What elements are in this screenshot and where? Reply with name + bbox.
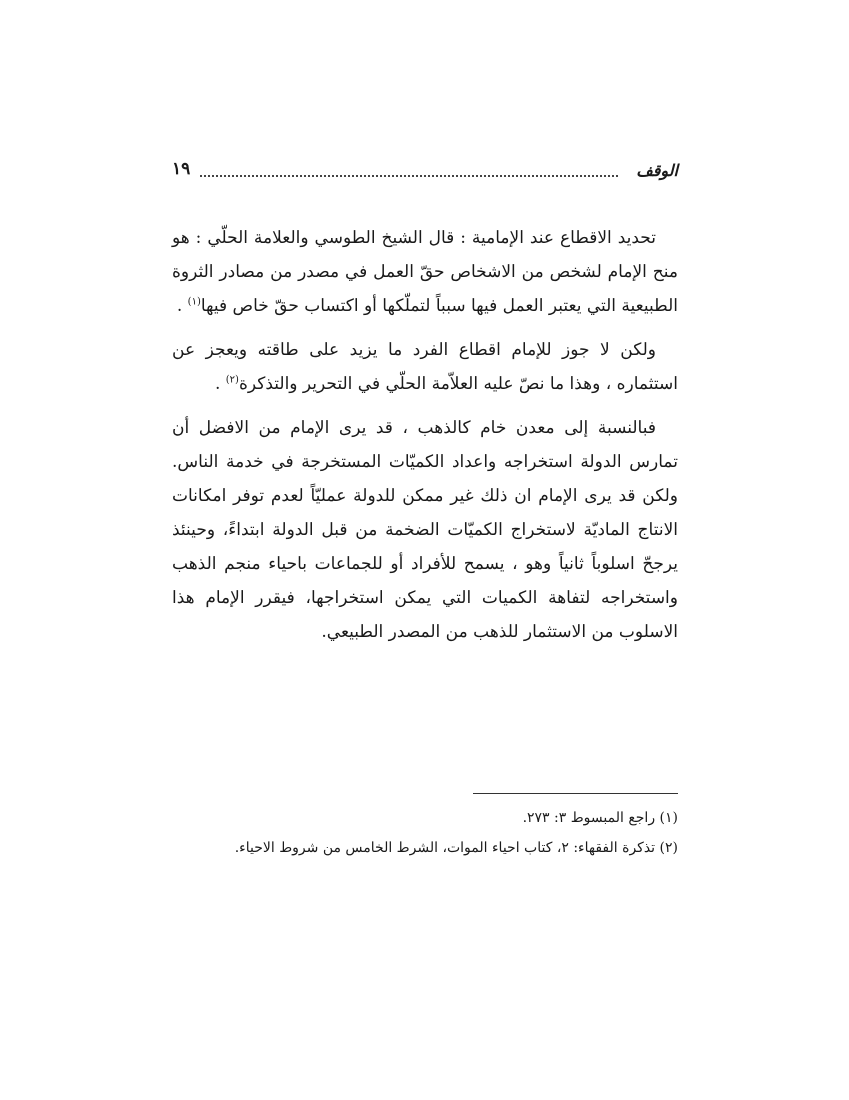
book-page xyxy=(172,155,678,1025)
footnote-ref-2[interactable]: (٢) xyxy=(225,374,239,386)
chapter-title: الوقف xyxy=(636,161,678,180)
paragraph-iqta-definition xyxy=(172,221,678,323)
paragraph-end: . xyxy=(176,296,188,316)
footnote-separator xyxy=(473,793,678,794)
paragraph-end: . xyxy=(214,374,226,394)
paragraph-iqta-limit xyxy=(172,333,678,401)
footnote-ref-1[interactable]: (١) xyxy=(187,296,201,308)
footnote-1: (١) راجع المبسوط ٣: ٢٧٣. xyxy=(522,810,678,826)
paragraph-text: ولكن لا جوز للإمام اقطاع الفرد ما يزيد على طاقته ويعجز عن استثماره ، وهذا ما نصّ عليه العلاّمة الحلّي في التحرير والتذكرة xyxy=(172,340,678,394)
running-header xyxy=(172,155,678,185)
body-text xyxy=(172,221,678,659)
paragraph-text: فبالنسبة إلى معدن خام كالذهب ، قد يرى الإمام من الافضل أن تمارس الدولة استخراجه واعداد الكميّات المستخرجة في خدمة الناس. ولكن قد يرى الإمام ان ذلك غير ممكن للدولة عمليّاً لعدم توفر امكانات الانتاج الماديّة لاستخراج الكميّات الضخمة من قبل الدولة ابتداءً، وحينئذ يرجحّ اسلوباً ثانياً وهو ، يسمح للأفراد أو للجماعات باحياء منجم الذهب واستخراجه لتفاهة الكميات التي يمكن استخراجها، فيقرر الإمام هذا الاسلوب من الاستثمار للذهب من المصدر الطبيعي. xyxy=(172,418,678,642)
dotted-leader xyxy=(200,175,618,177)
paragraph-text: تحديد الاقطاع عند الإمامية : قال الشيخ الطوسي والعلامة الحلّي : هو منح الإمام لشخص من الاشخاص حقّ العمل في مصدر من مصادر الثروة الطبيعية التي يعتبر العمل فيها سبباً لتملّكها أو اكتساب حقّ خاص فيها xyxy=(172,228,678,316)
paragraph-gold-mine xyxy=(172,411,678,649)
page-number: ١٩ xyxy=(172,159,191,179)
footnotes xyxy=(172,803,678,863)
footnote-2: (٢) تذكرة الفقهاء: ٢، كتاب احياء الموات، الشرط الخامس من شروط الاحياء. xyxy=(234,840,678,856)
